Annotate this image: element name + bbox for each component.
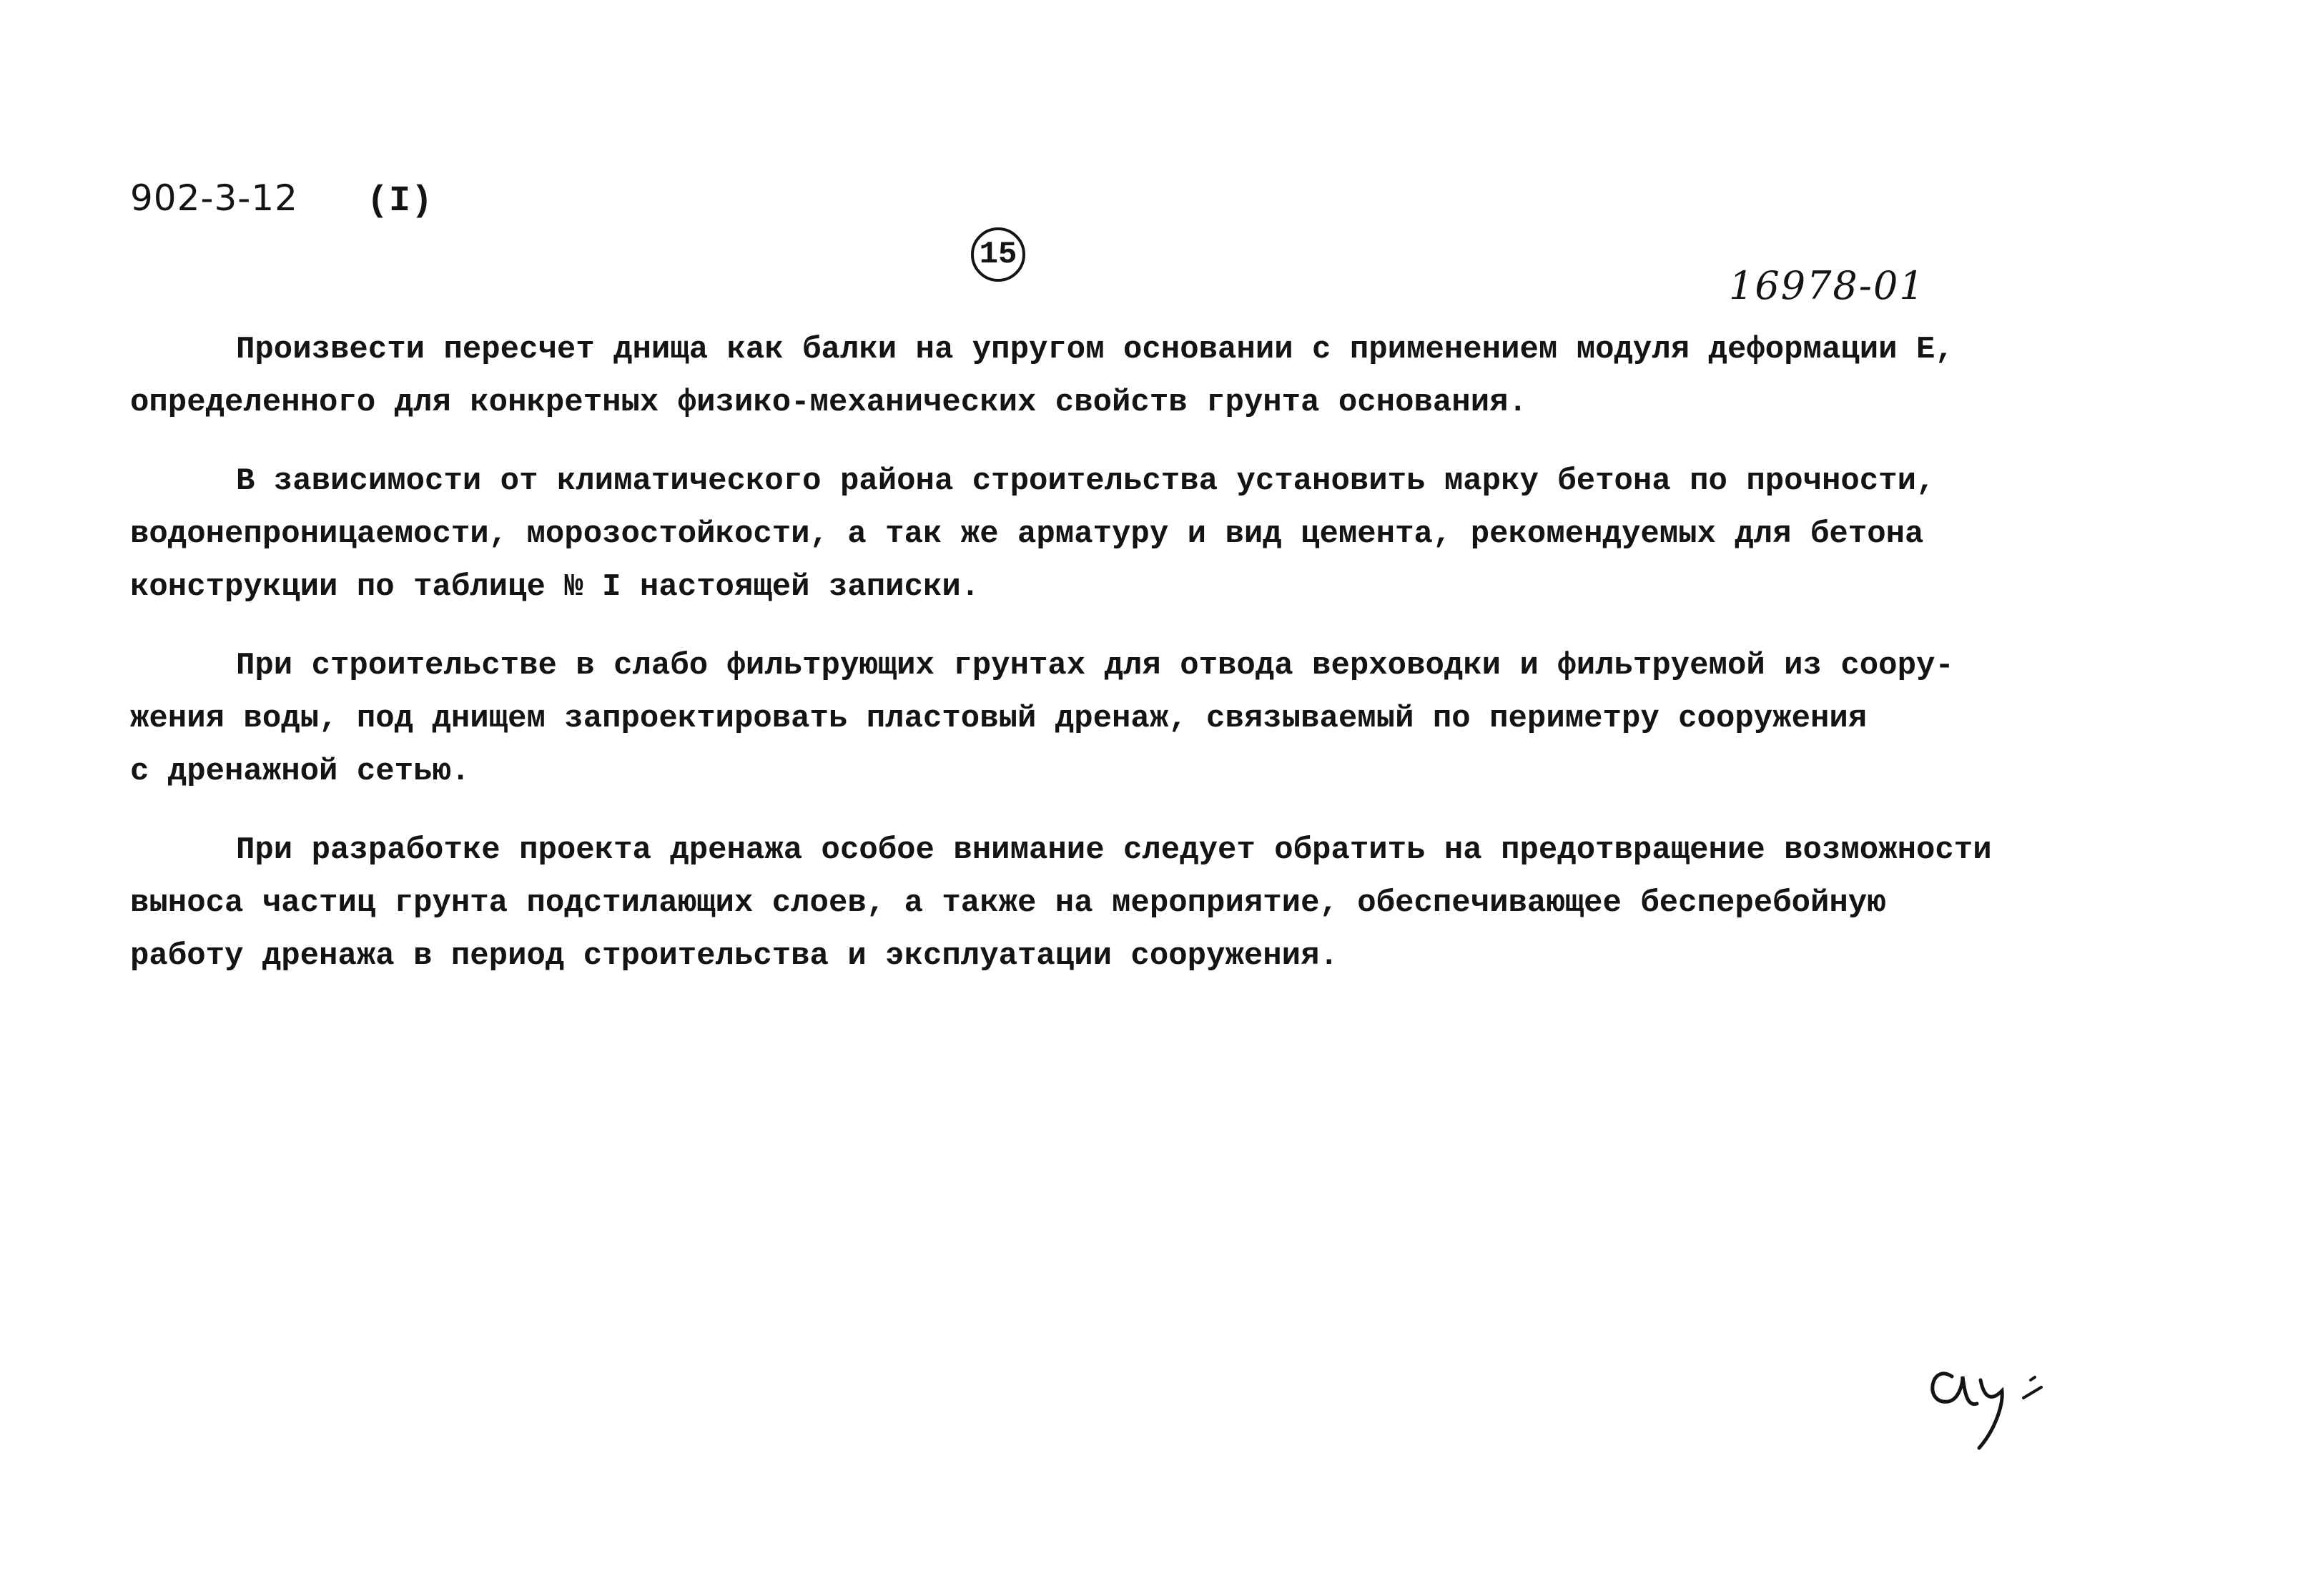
paragraph-concrete-grade bbox=[130, 455, 2218, 614]
page-number: 15 bbox=[979, 237, 1017, 272]
text-line: определенного для конкретных физико-механических свойств грунта основания. bbox=[130, 385, 1527, 420]
document-code-number: 902-3-12 bbox=[130, 177, 298, 219]
text-line: водонепроницаемости, морозостойкости, а так же арматуру и вид цемента, рекомендуемых для бетона bbox=[130, 516, 1924, 552]
text-line: При разработке проекта дренажа особое внимание следует обратить на предотвращение возможности bbox=[236, 832, 1992, 868]
inventory-number: 16978-01 bbox=[1729, 263, 1925, 308]
document-part: (I) bbox=[366, 181, 433, 222]
page-number-stamp bbox=[971, 227, 1025, 282]
text-line: В зависимости от климатического района строительства установить марку бетона по прочности, bbox=[236, 463, 1935, 499]
text-line: выноса частиц грунта подстилающих слоев, а также на мероприятие, обеспечивающее бесперебойную bbox=[130, 885, 1886, 921]
paragraph-drainage-design bbox=[130, 824, 2218, 982]
document-code bbox=[130, 177, 433, 222]
text-line: При строительстве в слабо фильтрующих грунтах для отвода верховодки и фильтруемой из соору- bbox=[236, 648, 1954, 684]
text-line: Произвести пересчет днища как балки на упругом основании с применением модуля деформации Е, bbox=[236, 332, 1954, 368]
paragraph-drainage bbox=[130, 639, 2218, 798]
paragraph-recalculation bbox=[130, 323, 2218, 429]
body-text bbox=[130, 323, 2218, 1008]
text-line: с дренажной сетью. bbox=[130, 754, 470, 789]
text-line: жения воды, под днищем запроектировать пластовый дренаж, связываемый по периметру сооружения bbox=[130, 701, 1868, 737]
text-line: конструкции по таблице № I настоящей записки. bbox=[130, 569, 980, 605]
handwritten-signature bbox=[1923, 1348, 2066, 1455]
text-line: работу дренажа в период строительства и эксплуатации сооружения. bbox=[130, 938, 1338, 974]
